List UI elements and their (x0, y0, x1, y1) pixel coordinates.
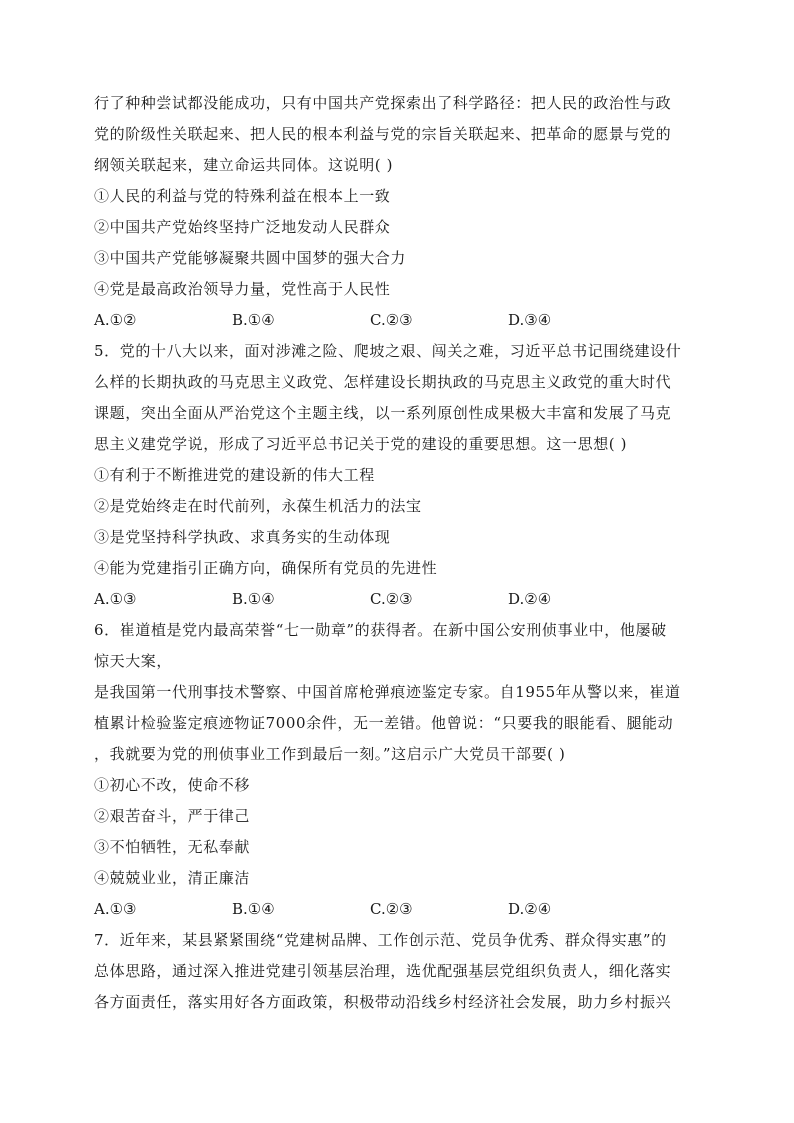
q6-choice-2: ②艰苦奋斗，严于律己 (94, 807, 251, 825)
q4-option-b: B.①④ (232, 311, 275, 329)
q5-choice-1: ①有利于不断推进党的建设新的伟大工程 (94, 466, 375, 484)
q4-option-a: A.①② (94, 311, 137, 329)
question-7 (94, 925, 700, 1018)
q6-stem-line: 惊天大案， (94, 652, 173, 670)
q6-choice-3: ③不怕牺牲，无私奉献 (94, 838, 251, 856)
q5-stem-line: 课题，突出全面从严治党这个主题主线，以一系列原创性成果极大丰富和发展了马克 (94, 404, 672, 422)
q5-option-a: A.①③ (94, 590, 137, 608)
q6-stem-line: 是我国第一代刑事技术警察、中国首席枪弹痕迹鉴定专家。自1955年从警以来，崔道 (94, 683, 681, 701)
q7-stem-line: 各方面责任，落实用好各方面政策，积极带动沿线乡村经济社会发展，助力乡村振兴 (94, 993, 672, 1011)
q4-answer-options (94, 305, 700, 336)
q5-option-b: B.①④ (232, 590, 275, 608)
q6-stem-line: 植累计检验鉴定痕迹物证7000余件，无一差错。他曾说：“只要我的眼能看、腿能动 (94, 714, 674, 732)
q4-choice-2: ②中国共产党始终坚持广泛地发动人民群众 (94, 218, 391, 236)
q6-choice-1: ①初心不改，使命不移 (94, 776, 251, 794)
q6-stem-line: 6．崔道植是党内最高荣誉“七一勋章”的获得者。在新中国公安刑侦事业中，他屡破 (94, 621, 667, 639)
q5-option-d: D.②④ (508, 590, 552, 608)
q4-option-c: C.②③ (370, 311, 413, 329)
q6-option-b: B.①④ (232, 900, 275, 918)
q5-option-c: C.②③ (370, 590, 413, 608)
q4-choice-3: ③中国共产党能够凝聚共圆中国梦的强大合力 (94, 249, 407, 267)
question-6 (94, 615, 700, 925)
q7-stem-line: 7．近年来，某县紧紧围绕“党建树品牌、工作创示范、党员争优秀、群众得实惠”的 (94, 931, 667, 949)
q6-choice-4: ④兢兢业业，清正廉洁 (94, 869, 251, 887)
q7-stem-line: 总体思路，通过深入推进党建引领基层治理，选优配强基层党组织负责人，细化落实 (94, 962, 672, 980)
q5-choice-2: ②是党始终走在时代前列，永葆生机活力的法宝 (94, 497, 422, 515)
q5-stem-line: 5．党的十八大以来，面对涉滩之险、爬坡之艰、闯关之难，习近平总书记围绕建设什 (94, 342, 682, 360)
q6-answer-options (94, 894, 700, 925)
q4-stem-line: 行了种种尝试都没能成功，只有中国共产党探索出了科学路径：把人民的政治性与政 (94, 94, 672, 112)
q6-option-c: C.②③ (370, 900, 413, 918)
q5-choice-3: ③是党坚持科学执政、求真务实的生动体现 (94, 528, 391, 546)
q4-choice-1: ①人民的利益与党的特殊利益在根本上一致 (94, 187, 391, 205)
q4-option-d: D.③④ (508, 311, 552, 329)
q6-stem-line: ，我就要为党的刑侦事业工作到最后一刻。”这启示广大党员干部要( ) (94, 745, 566, 763)
q4-choice-4: ④党是最高政治领导力量，党性高于人民性 (94, 280, 391, 298)
q6-option-a: A.①③ (94, 900, 137, 918)
q5-stem-line: 么样的长期执政的马克思主义政党、怎样建设长期执政的马克思主义政党的重大时代 (94, 373, 672, 391)
q5-stem-line: 思主义建党学说，形成了习近平总书记关于党的建设的重要思想。这一思想( ) (94, 435, 628, 453)
q5-answer-options (94, 584, 700, 615)
document-page (94, 88, 700, 1018)
q4-stem-line: 纲领关联起来，建立命运共同体。这说明( ) (94, 156, 394, 174)
question-5 (94, 336, 700, 615)
q6-option-d: D.②④ (508, 900, 552, 918)
q4-stem-line: 党的阶级性关联起来、把人民的根本利益与党的宗旨关联起来、把革命的愿景与党的 (94, 125, 672, 143)
question-4-continued (94, 88, 700, 336)
q5-choice-4: ④能为党建指引正确方向，确保所有党员的先进性 (94, 559, 438, 577)
